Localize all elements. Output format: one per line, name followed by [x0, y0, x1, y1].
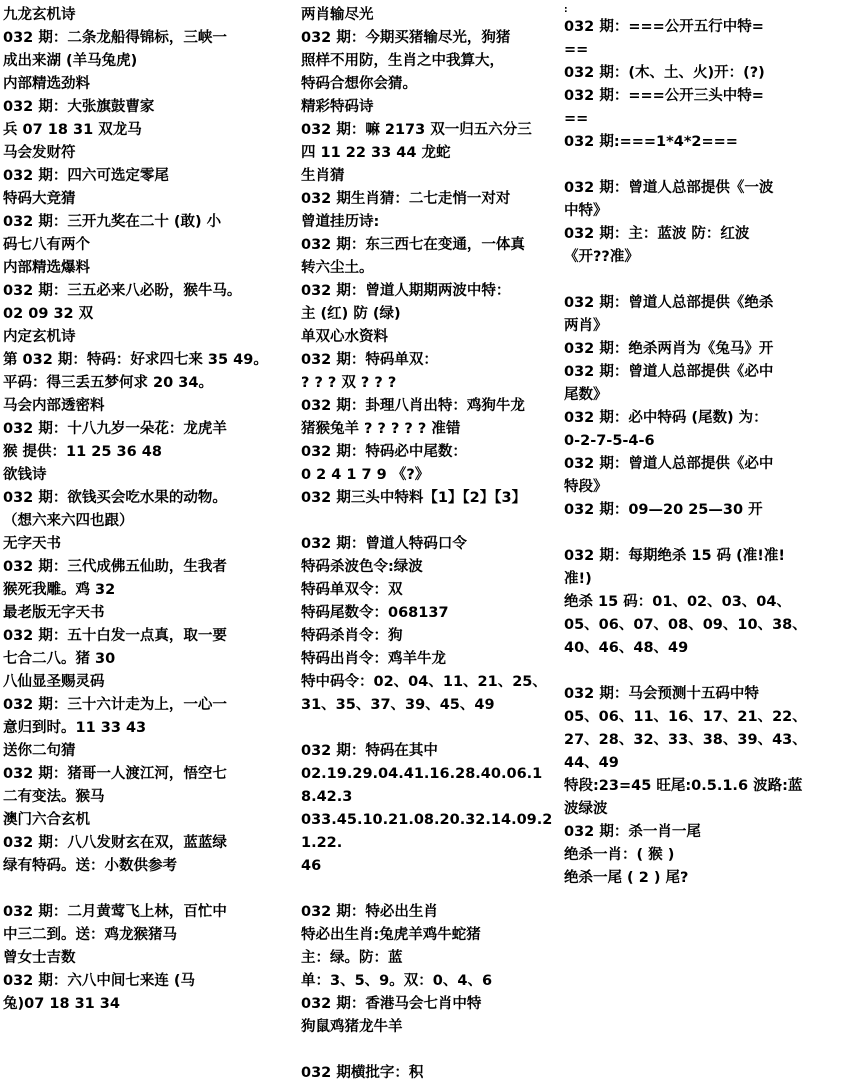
column-right: [564, 4, 856, 890]
text-line: 内部精选劲料: [3, 76, 90, 92]
text-line: 澳门六合玄机: [3, 812, 90, 828]
text-line: 032 期：三代成佛五仙助，生我者: [3, 559, 227, 575]
blank-line: [301, 510, 556, 533]
text-line: 032 期生肖猜：二七走悄一对对: [301, 191, 511, 207]
text-line: 特码单双令：双: [301, 582, 403, 598]
blank-line: [564, 522, 856, 545]
text-line: 主 (红) 防 (绿): [301, 306, 401, 322]
text-line: 猪猴兔羊 ? ? ? ? ? 准错: [301, 421, 461, 437]
text-line: 032 期：六八中间七来连 (马: [3, 973, 195, 989]
text-line: ==: [564, 42, 589, 58]
blank-line: [3, 878, 294, 901]
text-line: 27、28、32、33、38、39、43、: [564, 732, 807, 748]
text-line: ? ? ? 双 ? ? ?: [301, 375, 397, 391]
text-line: 032 期：===公开三头中特=: [564, 88, 764, 104]
text-line: 032 期：二月黄莺飞上林，百忙中: [3, 904, 227, 920]
text-line: 曾道挂历诗:: [301, 214, 380, 230]
text-line: 032 期：曾道人总部提供《必中: [564, 456, 774, 472]
text-line: 032 期：猪哥一人渡江河，悟空七: [3, 766, 227, 782]
text-line: 猴死我雕。鸡 32: [3, 582, 116, 598]
text-line: 转六尘土。: [301, 260, 374, 276]
text-line: 032 期：香港马会七肖中特: [301, 996, 482, 1012]
text-line: 欲钱诗: [3, 467, 47, 483]
text-line: 032 期：马会预测十五码中特: [564, 686, 759, 702]
text-line: 0-2-7-5-4-6: [564, 433, 655, 449]
text-line: 46: [301, 858, 322, 874]
text-line: 狗鼠鸡猪龙牛羊: [301, 1019, 403, 1035]
text-line: 尾数》: [564, 387, 608, 403]
text-line: 032 期：二条龙船得锦标，三峡一: [3, 30, 227, 46]
text-line: 033.45.10.21.08.20.32.14.09.21.22.: [301, 812, 553, 851]
text-line: 四 11 22 33 44 龙蛇: [301, 145, 451, 161]
text-line: 032 期：八八发财玄在双，蓝蓝绿: [3, 835, 227, 851]
text-line: 032 期横批字：积: [301, 1065, 424, 1081]
text-line: 032 期：===公开五行中特=: [564, 19, 764, 35]
text-line: 两肖输尽光: [301, 7, 374, 23]
text-line: 032 期：三开九奖在二十 (敢) 小: [3, 214, 222, 230]
text-line: 精彩特码诗: [301, 99, 374, 115]
text-line: 032 期：曾道人特码口令: [301, 536, 467, 552]
text-line: 特码尾数令：068137: [301, 605, 449, 621]
text-line: 032 期:===1*4*2===: [564, 134, 738, 150]
text-line: 032 期：主：蓝波 防：红波: [564, 226, 750, 242]
text-line: 兔)07 18 31 34: [3, 996, 120, 1012]
text-line: 05、06、07、08、09、10、38、: [564, 617, 807, 633]
text-line: 032 期：09—20 25—30 开: [564, 502, 763, 518]
text-line: 两肖》: [564, 318, 608, 334]
text-line: 绝杀 15 码：01、02、03、04、: [564, 594, 791, 610]
text-line: 032 期：特码必中尾数：: [301, 444, 467, 460]
text-line: 第 032 期：特码：好求四七来 35 49。: [3, 352, 268, 368]
text-line: 《开??准》: [564, 249, 639, 265]
text-line: 平码：得三丢五梦何求 20 34。: [3, 375, 213, 391]
blank-line: [301, 717, 556, 740]
text-line: 二有变法。猴马: [3, 789, 105, 805]
text-line: 中三二到。送：鸡龙猴猪马: [3, 927, 177, 943]
text-line: 特段》: [564, 479, 608, 495]
column-left: [3, 4, 294, 1016]
blank-line: [564, 154, 856, 177]
text-line: 特必出生肖:兔虎羊鸡牛蛇猪: [301, 927, 481, 943]
text-line: 七合二八。猪 30: [3, 651, 116, 667]
text-line: 准!): [564, 571, 592, 587]
blank-line: [564, 660, 856, 683]
text-line: 中特》: [564, 203, 608, 219]
text-line: 032 期：曾道人期期两波中特：: [301, 283, 511, 299]
text-line: 马会内部透密料: [3, 398, 105, 414]
text-line: 照样不用防，生肖之中我算大，: [301, 53, 504, 69]
text-line: 032 期：杀一肖一尾: [564, 824, 701, 840]
text-line: 特码合想你会猜。: [301, 76, 417, 92]
text-line: 032 期三头中特料【1】【2】【3】: [301, 490, 527, 506]
blank-line: [301, 878, 556, 901]
text-line: 内定玄机诗: [3, 329, 76, 345]
text-line: 成出来湖 (羊马兔虎): [3, 53, 138, 69]
text-line: 032 期：曾道人总部提供《绝杀: [564, 295, 774, 311]
text-line: 0 2 4 1 7 9 《?》: [301, 467, 430, 483]
text-line: 032 期：必中特码 (尾数) 为：: [564, 410, 768, 426]
text-line: 特段:23=45 旺尾:0.5.1.6 波路:蓝: [564, 778, 803, 794]
text-line: ==: [564, 111, 589, 127]
text-line: 绝杀一肖：( 猴 ): [564, 847, 675, 863]
text-line: 特码出肖令：鸡羊牛龙: [301, 651, 446, 667]
text-line: 单双心水资料: [301, 329, 388, 345]
text-line: 40、46、48、49: [564, 640, 689, 656]
text-line: 马会发财符: [3, 145, 76, 161]
text-line: 特中码令：02、04、11、21、25、: [301, 674, 547, 690]
text-line: 032 期：三十六计走为上，一心一: [3, 697, 227, 713]
text-line: 八仙显圣赐灵码: [3, 674, 105, 690]
text-line: 032 期：(木、土、火)开：(?): [564, 65, 765, 81]
text-line: 送你二句猜: [3, 743, 76, 759]
text-line: 兵 07 18 31 双龙马: [3, 122, 142, 138]
text-line: 032 期：十八九岁一朵花：龙虎羊: [3, 421, 227, 437]
text-line: 码七八有两个: [3, 237, 90, 253]
text-line: 生肖猜: [301, 168, 345, 184]
text-line: 曾女士吉数: [3, 950, 76, 966]
text-line: 032 期：曾道人总部提供《必中: [564, 364, 774, 380]
text-line: 特码大竞猜: [3, 191, 76, 207]
text-line: 032 期：今期买猪输尽光，狗猪: [301, 30, 511, 46]
blank-line: [301, 1039, 556, 1062]
text-line: 032 期：东三西七在变通，一体真: [301, 237, 525, 253]
text-line: 02.19.29.04.41.16.28.40.06.18.42.3: [301, 766, 543, 805]
text-line: 单：3、5、9。双：0、4、6: [301, 973, 493, 989]
text-line: （想六来六四也跟）: [3, 513, 134, 529]
text-line: 九龙玄机诗: [3, 7, 76, 23]
text-line: 无字天书: [3, 536, 61, 552]
blank-line: [564, 269, 856, 292]
text-line: 内部精选爆料: [3, 260, 90, 276]
text-line: 波绿波: [564, 801, 608, 817]
text-line: 032 期：卦理八肖出特：鸡狗牛龙: [301, 398, 525, 414]
text-line: 032 期：四六可选定零尾: [3, 168, 169, 184]
text-line: 032 期：嘛 2173 双一归五六分三: [301, 122, 532, 138]
text-line: 特码杀肖令：狗: [301, 628, 403, 644]
text-line: 绝杀一尾 ( 2 ) 尾?: [564, 870, 689, 886]
text-line: 特码杀波色令:绿波: [301, 559, 423, 575]
text-line: 意归到时。11 33 43: [3, 720, 147, 736]
text-line: 032 期：特码在其中: [301, 743, 438, 759]
text-line: 032 期：三五必来八必盼，猴牛马。: [3, 283, 242, 299]
text-line: 032 期：特必出生肖: [301, 904, 438, 920]
text-line: 032 期：曾道人总部提供《一波: [564, 180, 774, 196]
text-line: 032 期：大张旗鼓曹家: [3, 99, 155, 115]
text-line: 31、35、37、39、45、49: [301, 697, 495, 713]
text-line: 主：绿。防：蓝: [301, 950, 403, 966]
text-line: 05、06、11、16、17、21、22、: [564, 709, 807, 725]
text-line: 猴 提供：11 25 36 48: [3, 444, 162, 460]
text-line: 绿有特码。送：小数供参考: [3, 858, 177, 874]
text-line: 032 期：欲钱买会吃水果的动物。: [3, 490, 227, 506]
text-line: 032 期：五十白发一点真，取一要: [3, 628, 227, 644]
text-line: 02 09 32 双: [3, 306, 94, 322]
text-line: 032 期：特码单双：: [301, 352, 438, 368]
text-line: 最老版无字天书: [3, 605, 105, 621]
text-line: 032 期：每期绝杀 15 码 (准!准!: [564, 548, 785, 564]
column-middle: [301, 4, 556, 1085]
text-line: 032 期：绝杀两肖为《兔马》开: [564, 341, 774, 357]
text-line: 44、49: [564, 755, 619, 771]
column-right-mark: :: [564, 5, 568, 15]
